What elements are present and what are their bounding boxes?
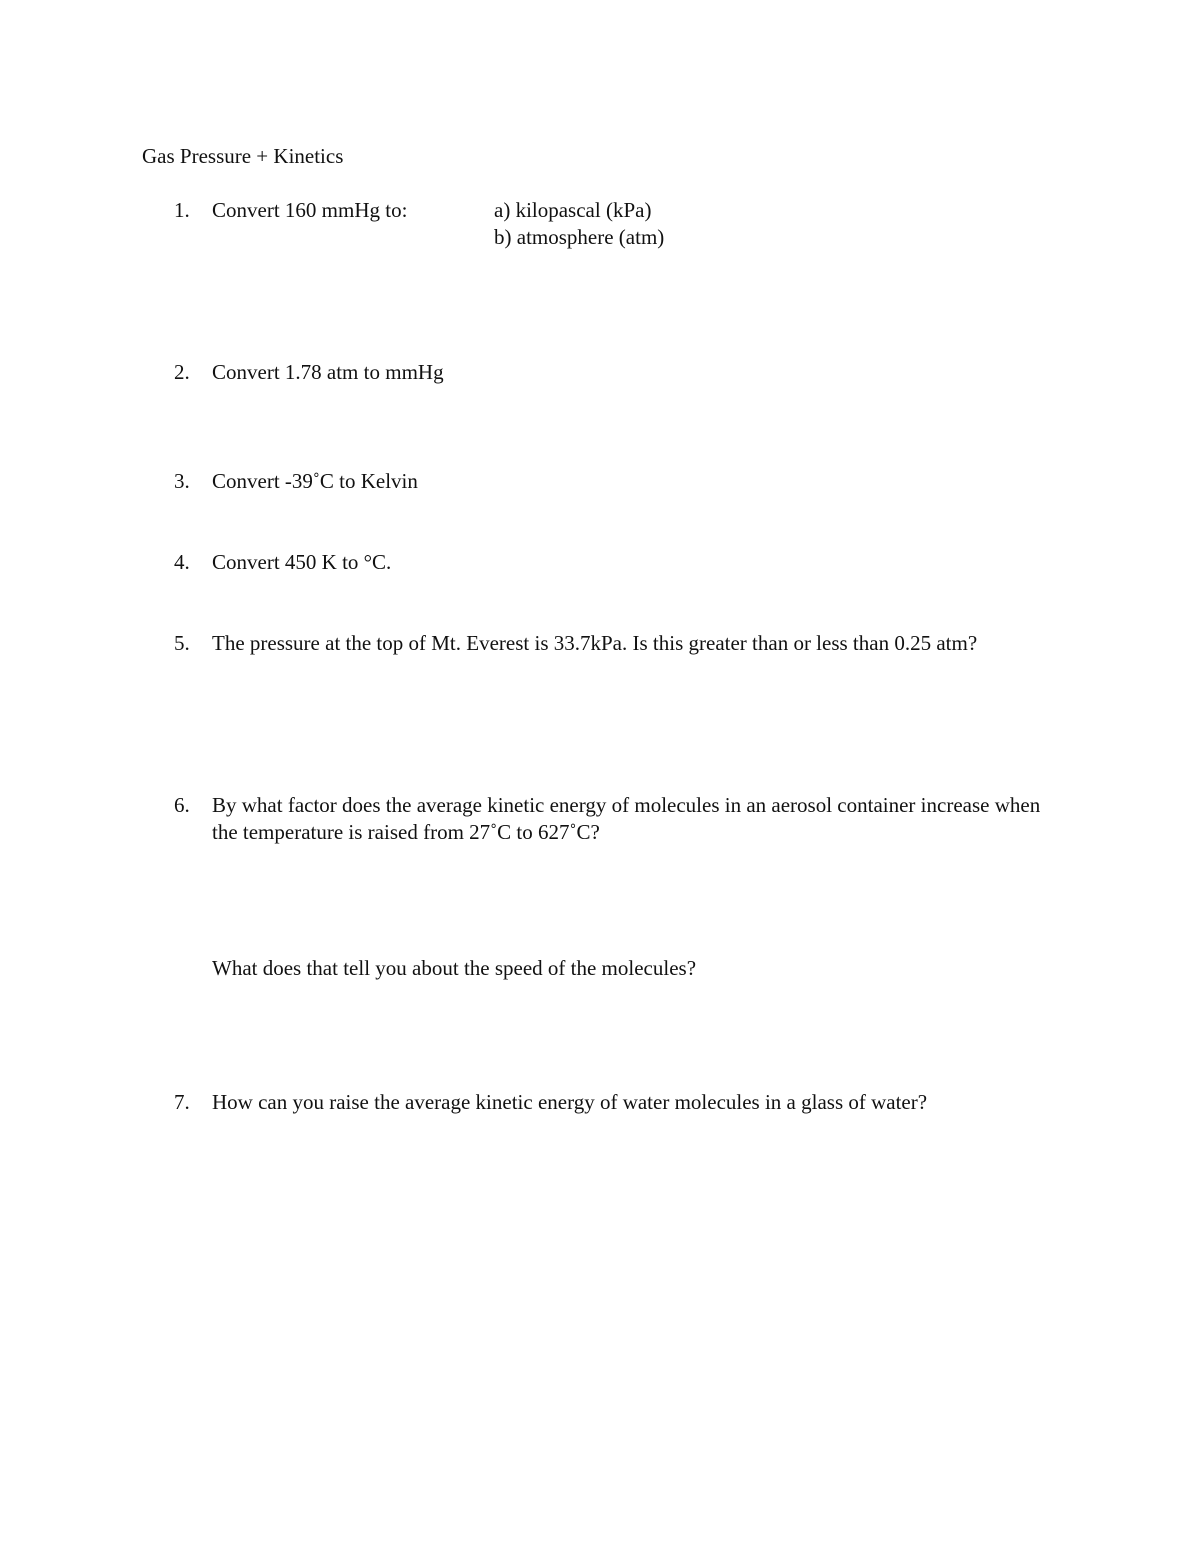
question-1-part-b: b) atmosphere (atm) [494, 225, 665, 249]
question-number: 6. [174, 793, 190, 817]
question-number: 3. [174, 469, 190, 493]
question-text: The pressure at the top of Mt. Everest is 33.7kPa. Is this greater than or less than 0.25 atm? [212, 631, 978, 655]
question-number: 5. [174, 631, 190, 655]
question-text: Convert -39˚C to Kelvin [212, 469, 418, 493]
question-number: 4. [174, 550, 190, 574]
question-1-part-a: a) kilopascal (kPa) [494, 198, 652, 222]
question-number: 2. [174, 360, 190, 384]
worksheet-title: Gas Pressure + Kinetics [142, 144, 344, 168]
question-text: Convert 160 mmHg to: [212, 198, 408, 222]
question-6-followup: What does that tell you about the speed of the molecules? [212, 956, 697, 980]
question-text: Convert 1.78 atm to mmHg [212, 360, 444, 384]
question-text: How can you raise the average kinetic energy of water molecules in a glass of water? [212, 1090, 928, 1114]
question-number: 7. [174, 1090, 190, 1114]
question-1-parts [494, 197, 664, 251]
question-text: Convert 450 K to °C. [212, 550, 392, 574]
question-number: 1. [174, 198, 190, 222]
question-text: By what factor does the average kinetic energy of molecules in an aerosol container increase when the temperature is raised from 27˚C to 627˚C? [212, 793, 1041, 844]
